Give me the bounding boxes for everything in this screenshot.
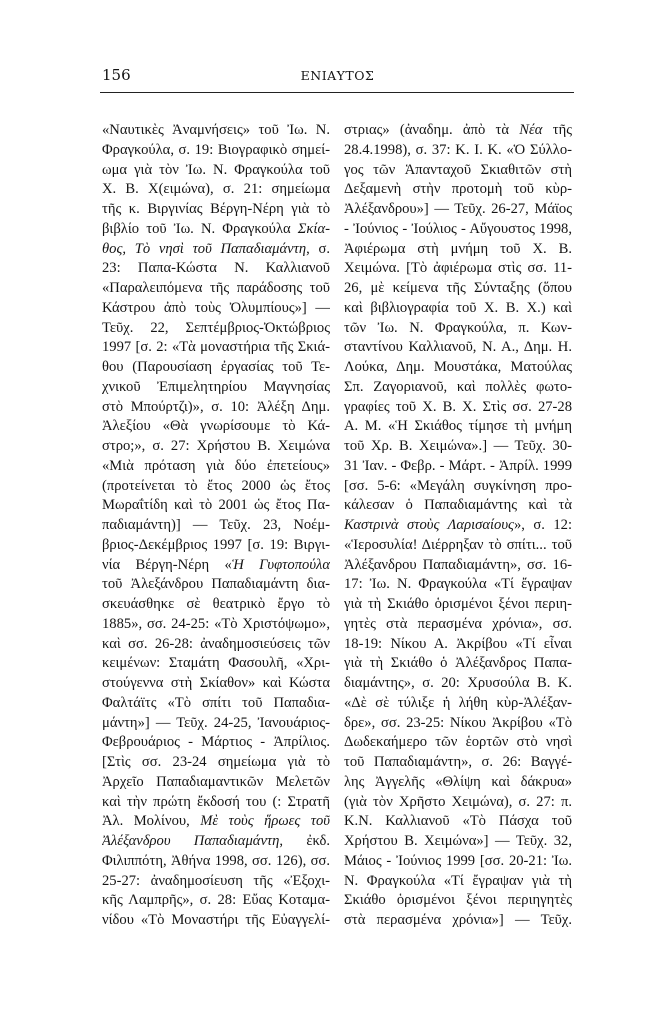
text-line — [344, 832, 572, 852]
text-segment: «Παραλειπόμενα τῆς παράδοσης τοῦ — [102, 280, 330, 296]
text-segment: στούγεννα στὴ Σκίαθον» καὶ Κώστα — [102, 675, 330, 691]
text-line — [102, 200, 330, 220]
text-segment: - Ἰούνιος - Ἰούλιος - Αὔγουστος 1998, — [344, 220, 572, 237]
text-segment: Δωδεκαήμερο τῶν ἑορτῶν στὸ νησὶ — [344, 734, 572, 751]
text-line — [344, 615, 572, 635]
text-line — [344, 635, 572, 655]
text-segment: , σ. — [306, 240, 330, 257]
text-segment: 1885», σσ. 24-25: «Τὸ Χριστόψωμο», — [102, 615, 330, 632]
text-line — [344, 872, 572, 892]
text-line — [102, 319, 330, 339]
text-line — [102, 793, 330, 813]
text-segment: Φιλιππότη, Ἀθήνα 1998, σσ. 126), σσ. — [102, 852, 330, 869]
text-segment: θου (Παρουσίαση ἐργασίας τοῦ Τε- — [102, 359, 330, 375]
text-line — [344, 852, 572, 872]
text-segment: », σ. 12: — [513, 517, 572, 533]
text-segment: Τεῦχ. 22, Σεπτέμβριος-Ὀκτώβριος — [102, 319, 330, 336]
text-segment: γητὲς στὰ περασμένα χρόνια», σσ. — [344, 615, 572, 632]
text-line — [102, 417, 330, 437]
text-line — [344, 477, 572, 497]
text-line — [344, 398, 572, 418]
text-line — [102, 753, 330, 773]
text-line — [102, 259, 330, 279]
right-column — [344, 121, 572, 931]
text-line — [102, 575, 330, 595]
text-line — [344, 338, 572, 358]
text-segment: στριας» (ἀναδημ. ἀπὸ τὰ — [344, 122, 520, 138]
text-line — [102, 240, 330, 260]
text-line — [344, 141, 572, 161]
text-segment: 28.4.1998), σ. 37: Κ. Ι. Κ. «Ὁ Σύλλο- — [344, 141, 572, 158]
text-line — [102, 279, 330, 299]
text-segment: 26, μὲ κείμενα τῆς Σύνταξης (ὅπου — [344, 280, 572, 296]
text-line — [344, 575, 572, 595]
text-segment: τοῦ Ἀλεξάνδρου Παπαδιαμάντη δια- — [102, 576, 330, 593]
text-segment: καὶ βιβλιογραφία τοῦ Χ. Β. Χ.) καὶ — [344, 299, 572, 316]
text-line — [102, 477, 330, 497]
text-segment: , ἐκδ. — [279, 833, 330, 849]
text-line — [102, 516, 330, 536]
text-line — [344, 753, 572, 773]
text-segment: νίδου «Τὸ Μοναστήρι τῆς Εὐαγγελί- — [102, 912, 330, 928]
text-segment: ωμα γιὰ τὸν Ἰω. Ν. Φραγκούλα τοῦ — [102, 161, 330, 178]
text-segment: Ἀλ. Μολίνου, — [102, 813, 201, 830]
text-segment: Ἀφιέρωμα στὴ μνήμη τοῦ Χ. Β. — [344, 240, 572, 257]
text-segment: δρε», σσ. 23-25: Νίκου Ἀκρίβου «Τὸ — [344, 714, 572, 731]
text-line — [102, 733, 330, 753]
text-line — [344, 556, 572, 576]
text-segment: Κάστρου ἀπὸ τοὺς Ὀλυμπίους»] — — [102, 299, 330, 316]
text-segment: Ἀρχεῖο Παπαδιαμαντικῶν Μελετῶν — [102, 773, 330, 790]
text-segment: Φεβρουάριος - Μάρτιος - Ἀπρίλιος. — [102, 734, 330, 751]
text-segment: Χρήστου Β. Χειμώνα»] — Τεῦχ. 32, — [344, 833, 572, 849]
italic-title: Νέα — [519, 122, 543, 138]
text-line — [344, 516, 572, 536]
text-line — [344, 773, 572, 793]
left-column — [102, 121, 330, 931]
text-segment: σταντίνου Καλλιανοῦ, Ν. Α., Δημ. Η. — [344, 339, 572, 356]
text-segment: (προτείνεται τὸ ἔτος 2000 ὡς ἔτος — [102, 477, 330, 494]
text-segment: 18-19: Νίκου Α. Ἀκρίβου «Τί εἶναι — [344, 635, 572, 652]
text-line — [344, 180, 572, 200]
text-segment: γιὰ τὴ Σκιάθο ὁ Ἀλέξανδρος Παπα- — [344, 655, 572, 672]
text-segment: Ἀλεξίου «Θὰ γνωρίσουμε τὸ Κά- — [102, 418, 330, 435]
text-segment: Φραγκούλα, σ. 19: Βιογραφικὸ σημεί- — [102, 141, 330, 158]
italic-title: Σκία- — [297, 220, 330, 237]
header-rule — [100, 92, 574, 93]
text-line — [102, 674, 330, 694]
text-line — [102, 299, 330, 319]
text-line — [344, 891, 572, 911]
text-line — [344, 319, 572, 339]
text-segment: Κ.Ν. Καλλιανοῦ «Τὸ Πάσχα τοῦ — [344, 813, 572, 830]
text-line — [344, 714, 572, 734]
text-line — [102, 358, 330, 378]
text-line — [344, 417, 572, 437]
text-segment: τῆς κ. Βιργινίας Βέργη-Νέρη γιὰ τὸ — [102, 201, 330, 217]
text-segment: βιβλίο τοῦ Ἰω. Ν. Φραγκούλα — [102, 220, 298, 237]
text-segment: 23: Παπα-Κώστα Ν. Καλλιανοῦ — [102, 260, 330, 277]
text-segment: 1997 [σ. 2: «Τὰ μοναστήρια τῆς Σκιά- — [102, 339, 330, 356]
text-line — [344, 812, 572, 832]
text-segment: στρο;», σ. 27: Χρήστου Β. Χειμώνα — [102, 438, 330, 454]
text-segment: μάντη»] — Τεῦχ. 24-25, Ἰανουάριος- — [102, 714, 330, 731]
text-line — [102, 852, 330, 872]
text-segment: τῆς — [542, 122, 572, 138]
text-segment: (γιὰ τὸν Χρῆστο Χειμώνα), σ. 27: π. — [344, 793, 572, 810]
text-segment: τῶν Ἰω. Ν. Φραγκούλα, π. Κων- — [344, 319, 572, 336]
text-segment: 31 Ἰαν. - Φεβρ. - Μάρτ. - Ἀπρίλ. 1999 — [344, 457, 572, 474]
text-line — [344, 200, 572, 220]
text-segment: τοῦ Παπαδιαμάντη», σ. 26: Βαγγέ- — [344, 754, 572, 770]
text-line — [344, 437, 572, 457]
text-line — [102, 141, 330, 161]
text-segment: Σπ. Ζαγοριανοῦ, καὶ πολλὲς φωτο- — [344, 378, 572, 395]
text-line — [102, 180, 330, 200]
text-segment: [σσ. 5-6: «Μεγάλη συγκίνηση προ- — [344, 477, 572, 494]
text-line — [102, 773, 330, 793]
text-line — [102, 812, 330, 832]
text-segment: Χ. Β. Χ(ειμώνα), σ. 21: σημείωμα — [102, 181, 330, 198]
running-title: ΕΝΙΑΥΤΟΣ — [300, 68, 375, 83]
text-segment: «Ἱεροσυλία! Διέρρηξαν τὸ σπίτι... τοῦ — [344, 536, 572, 553]
text-line — [102, 714, 330, 734]
text-line — [102, 615, 330, 635]
text-line — [102, 121, 330, 141]
text-line — [344, 694, 572, 714]
text-segment: Ν. Φραγκούλα «Τί ἔγραψαν γιὰ τὴ — [344, 872, 572, 889]
text-segment: Λούκα, Δημ. Μουστάκα, Ματούλας — [344, 359, 572, 375]
text-line — [344, 496, 572, 516]
text-line — [102, 536, 330, 556]
text-line — [344, 240, 572, 260]
text-segment: Φαλτάϊτς «Τὸ σπίτι τοῦ Παπαδια- — [102, 694, 330, 711]
text-segment: 17: Ἰω. Ν. Φραγκούλα «Τί ἔγραψαν — [344, 576, 572, 593]
text-line — [102, 635, 330, 655]
text-line — [102, 437, 330, 457]
text-segment: σκευάσθηκε σὲ θεατρικὸ ἔργο τὸ — [102, 596, 330, 612]
text-segment: Δεξαμενὴ στὴν προτομὴ τοῦ κὺρ- — [344, 181, 572, 198]
italic-title: Μὲ τοὺς ἥρωες τοῦ — [200, 813, 330, 830]
text-line — [344, 654, 572, 674]
text-line — [102, 654, 330, 674]
text-segment: «Μιὰ πρόταση γιὰ δύο ἐπετείους» — [102, 457, 330, 474]
text-segment: χνικοῦ Ἐπιμελητηρίου Μαγνησίας — [102, 378, 330, 395]
text-segment: Ἀλέξανδρου»] — Τεῦχ. 26-27, Μάϊος — [344, 201, 572, 217]
text-segment: γραφίες τοῦ Χ. Β. Χ. Στὶς σσ. 27-28 — [344, 398, 572, 415]
text-segment: «Ναυτικὲς Ἀναμνήσεις» τοῦ Ἰω. Ν. — [102, 122, 330, 138]
text-line — [102, 398, 330, 418]
text-line — [344, 793, 572, 813]
text-line — [344, 595, 572, 615]
text-line — [344, 279, 572, 299]
text-line — [344, 121, 572, 141]
text-line — [344, 536, 572, 556]
text-line — [344, 259, 572, 279]
text-line — [102, 220, 330, 240]
text-segment: στὸ Μπούρτζι)», σ. 10: Ἀλέξη Δημ. — [102, 398, 330, 415]
text-segment: καὶ σσ. 26-28: ἀναδημοσιεύσεις τῶν — [102, 635, 330, 652]
text-line — [344, 911, 572, 931]
text-line — [344, 457, 572, 477]
text-line — [102, 496, 330, 516]
text-segment: Σκιάθο ὁρισμένοι ξένοι περιηγητὲς — [344, 892, 572, 909]
text-segment: διαμάντης», σ. 20: Χρυσούλα Β. Κ. — [344, 675, 572, 691]
italic-title: Ἡ Γυφτοπούλα — [231, 556, 330, 573]
text-line — [344, 674, 572, 694]
text-segment: γος τῶν Ἁπανταχοῦ Σκιαθιτῶν στὴ — [344, 161, 572, 178]
text-line — [102, 556, 330, 576]
text-line — [102, 694, 330, 714]
text-segment: Χειμώνα. [Τὸ ἀφιέρωμα στὶς σσ. 11- — [344, 260, 572, 277]
text-segment: νία Βέργη-Νέρη « — [102, 556, 232, 573]
text-segment: «Δὲ σὲ τύλιξε ἡ λήθη κὺρ-Ἀλέξαν- — [344, 694, 572, 711]
text-line — [102, 911, 330, 931]
text-segment: στὰ περασμένα χρόνια»] — Τεῦχ. — [344, 912, 572, 928]
text-segment: βριος-Δεκέμβριος 1997 [σ. 19: Βιργι- — [102, 536, 330, 553]
text-line — [102, 832, 330, 852]
text-line — [102, 161, 330, 181]
text-line — [344, 378, 572, 398]
text-segment: Μάιος - Ἰούνιος 1999 [σσ. 20-21: Ἰω. — [344, 852, 572, 869]
text-segment: 25-27: ἀναδημοσίευση τῆς «Ἐξοχι- — [102, 872, 330, 889]
text-segment: κάλεσαν ὁ Παπαδιαμάντης καὶ τὰ — [344, 497, 572, 514]
text-segment: Ἀλέξανδρου Παπαδιαμάντη», σσ. 16- — [344, 556, 572, 573]
text-segment: Α. Μ. «Ἡ Σκιάθος τίμησε τὴ μνήμη — [344, 418, 572, 435]
text-segment: τοῦ Χρ. Β. Χειμώνα».] — Τεῦχ. 30- — [344, 438, 572, 454]
text-segment: κῆς Λαμπρῆς», σ. 28: Εὔας Κοταμα- — [102, 892, 330, 909]
page-number: 156 — [102, 66, 131, 84]
text-line — [344, 161, 572, 181]
text-segment: καὶ τὴν πρώτη ἔκδοσή του (: Στρατῆ — [102, 793, 330, 810]
text-segment: παδιαμάντη)] — Τεῦχ. 23, Νοέμ- — [102, 517, 330, 533]
text-segment: γιὰ τὴ Σκιάθο ὁρισμένοι ξένοι περιη- — [344, 596, 572, 612]
text-segment: [Στὶς σσ. 23-24 σημείωμα γιὰ τὸ — [102, 754, 330, 770]
text-line — [344, 358, 572, 378]
text-line — [102, 378, 330, 398]
text-line — [344, 299, 572, 319]
text-segment: κειμένων: Σταμάτη Φασουλῆ, «Χρι- — [102, 655, 330, 672]
text-line — [102, 872, 330, 892]
text-line — [102, 595, 330, 615]
text-line — [344, 733, 572, 753]
text-line — [344, 220, 572, 240]
text-segment: λης Ἀγγελῆς «Θλίψη καὶ δάκρυα» — [344, 773, 572, 790]
text-line — [102, 338, 330, 358]
italic-title: Ἀλέξανδρου Παπαδιαμάντη — [102, 833, 280, 849]
italic-title: Καστρινὰ στοὺς Λαρισαίους — [344, 517, 514, 533]
text-line — [102, 891, 330, 911]
italic-title: θος, Τὸ νησὶ τοῦ Παπαδιαμάντη — [102, 240, 307, 257]
text-segment: Μωραΐτίδη καὶ τὸ 2001 ὡς ἔτος Πα- — [102, 497, 330, 514]
text-line — [102, 457, 330, 477]
